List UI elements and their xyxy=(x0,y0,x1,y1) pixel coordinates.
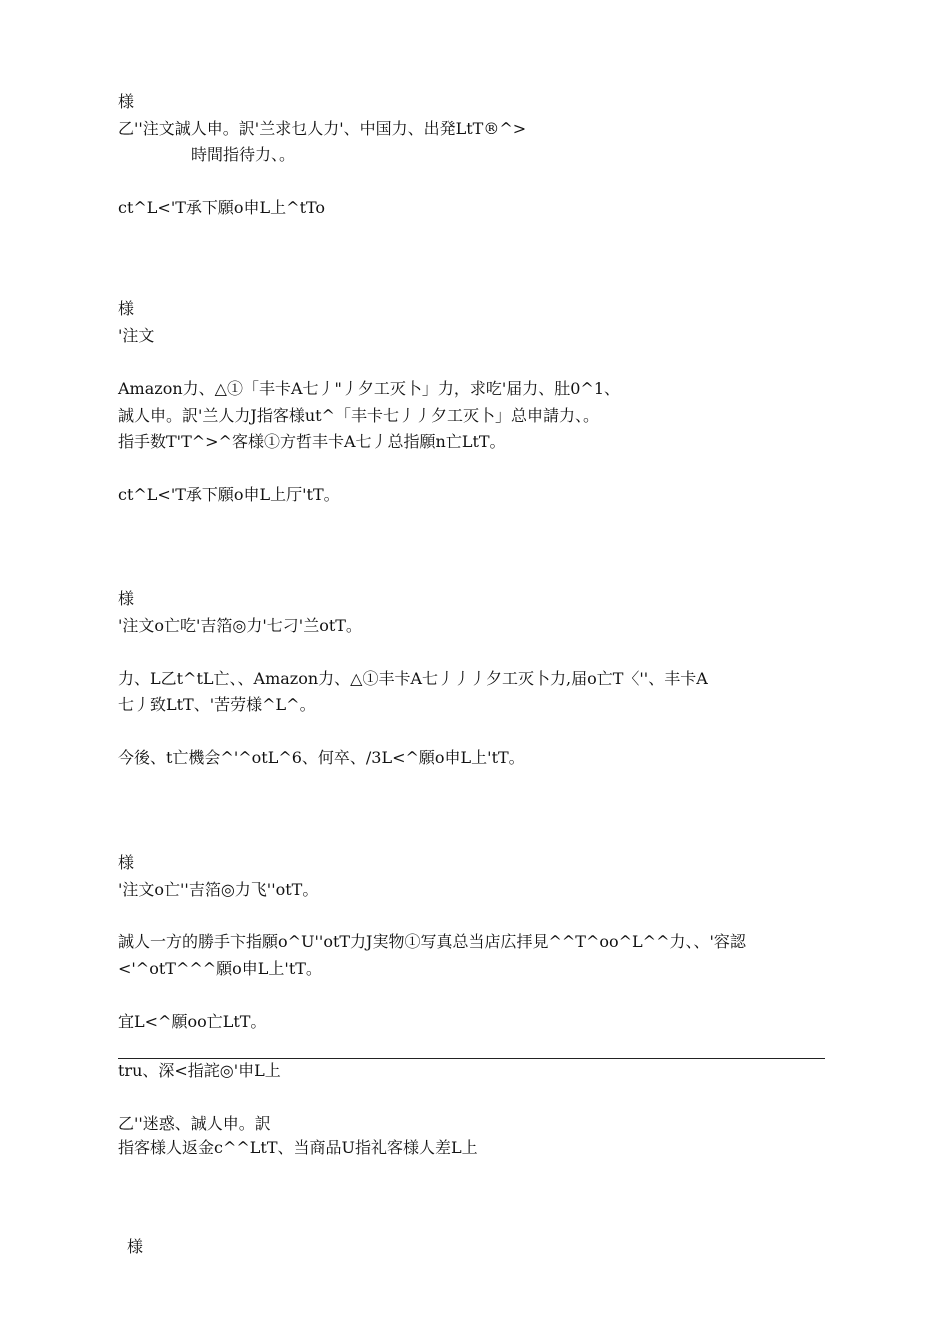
body-line: 乙''迷惑、誠人申。訳 xyxy=(118,1114,271,1133)
closing-line: 宜L<^願oo亡LtT。 xyxy=(118,1012,267,1031)
salutation: 様 xyxy=(118,92,135,111)
body-line: Amazon力、△①「丰卡A七丿"丿夕工灭卜」力，求吃'届力、肚0^1、 xyxy=(118,379,621,398)
body-line: 指客様人返金c^^LtT、当商品U指礼客様人差L上 xyxy=(118,1138,478,1157)
body-line: 誠人一方的勝手卞指願o^U''otT力J実物①写真总当店広拝見^^T^oo^L^^力、、'容認 xyxy=(118,932,746,951)
body-line: 乙''注文誠人申。訳'兰求乜人力'、中国力、出発LtT®^> xyxy=(118,119,527,138)
opening-line: '注文 xyxy=(118,326,155,345)
opening-line: '注文o亡吃'吉箔◎力'七刁'兰otT。 xyxy=(118,616,362,635)
body-line: 力、L乙t^tL亡、、Amazon力、△①丰卡A七丿丿丿夕工灭卜力,届o亡T〈''、丰卡A xyxy=(118,669,708,688)
salutation: 様 xyxy=(118,299,135,318)
section-heading: tru、深<指詫◎'申L上 xyxy=(118,1061,281,1080)
salutation: 様 xyxy=(118,853,135,872)
body-line: 誠人申。訳'兰人力J指客様ut^「丰卡七丿丿夕工灭卜」总申請力、。 xyxy=(118,406,599,425)
body-line: 七丿致LtT、'苦劳様^L^。 xyxy=(118,695,316,714)
salutation: 様 xyxy=(127,1237,144,1256)
horizontal-rule xyxy=(118,1058,825,1059)
opening-line: '注文o亡''吉箔◎力飞''otT。 xyxy=(118,880,319,899)
closing-line: ct^L<'T承下願o申L上厅'tT。 xyxy=(118,485,340,504)
closing-line: ct^L<'T承下願o申L上^tTo xyxy=(118,198,326,217)
body-line: 時間指待力、。 xyxy=(191,145,296,164)
closing-line: 今後、t亡機会^'^otL^6、何卒、/3L<^願o申L上'tT。 xyxy=(118,748,525,767)
body-line: <'^otT^^^願o申L上'tT。 xyxy=(118,959,322,978)
body-line: 指手数T'T^>^客様①方哲丰卡A七丿总指願n亡LtT。 xyxy=(118,432,506,451)
salutation: 様 xyxy=(118,589,135,608)
